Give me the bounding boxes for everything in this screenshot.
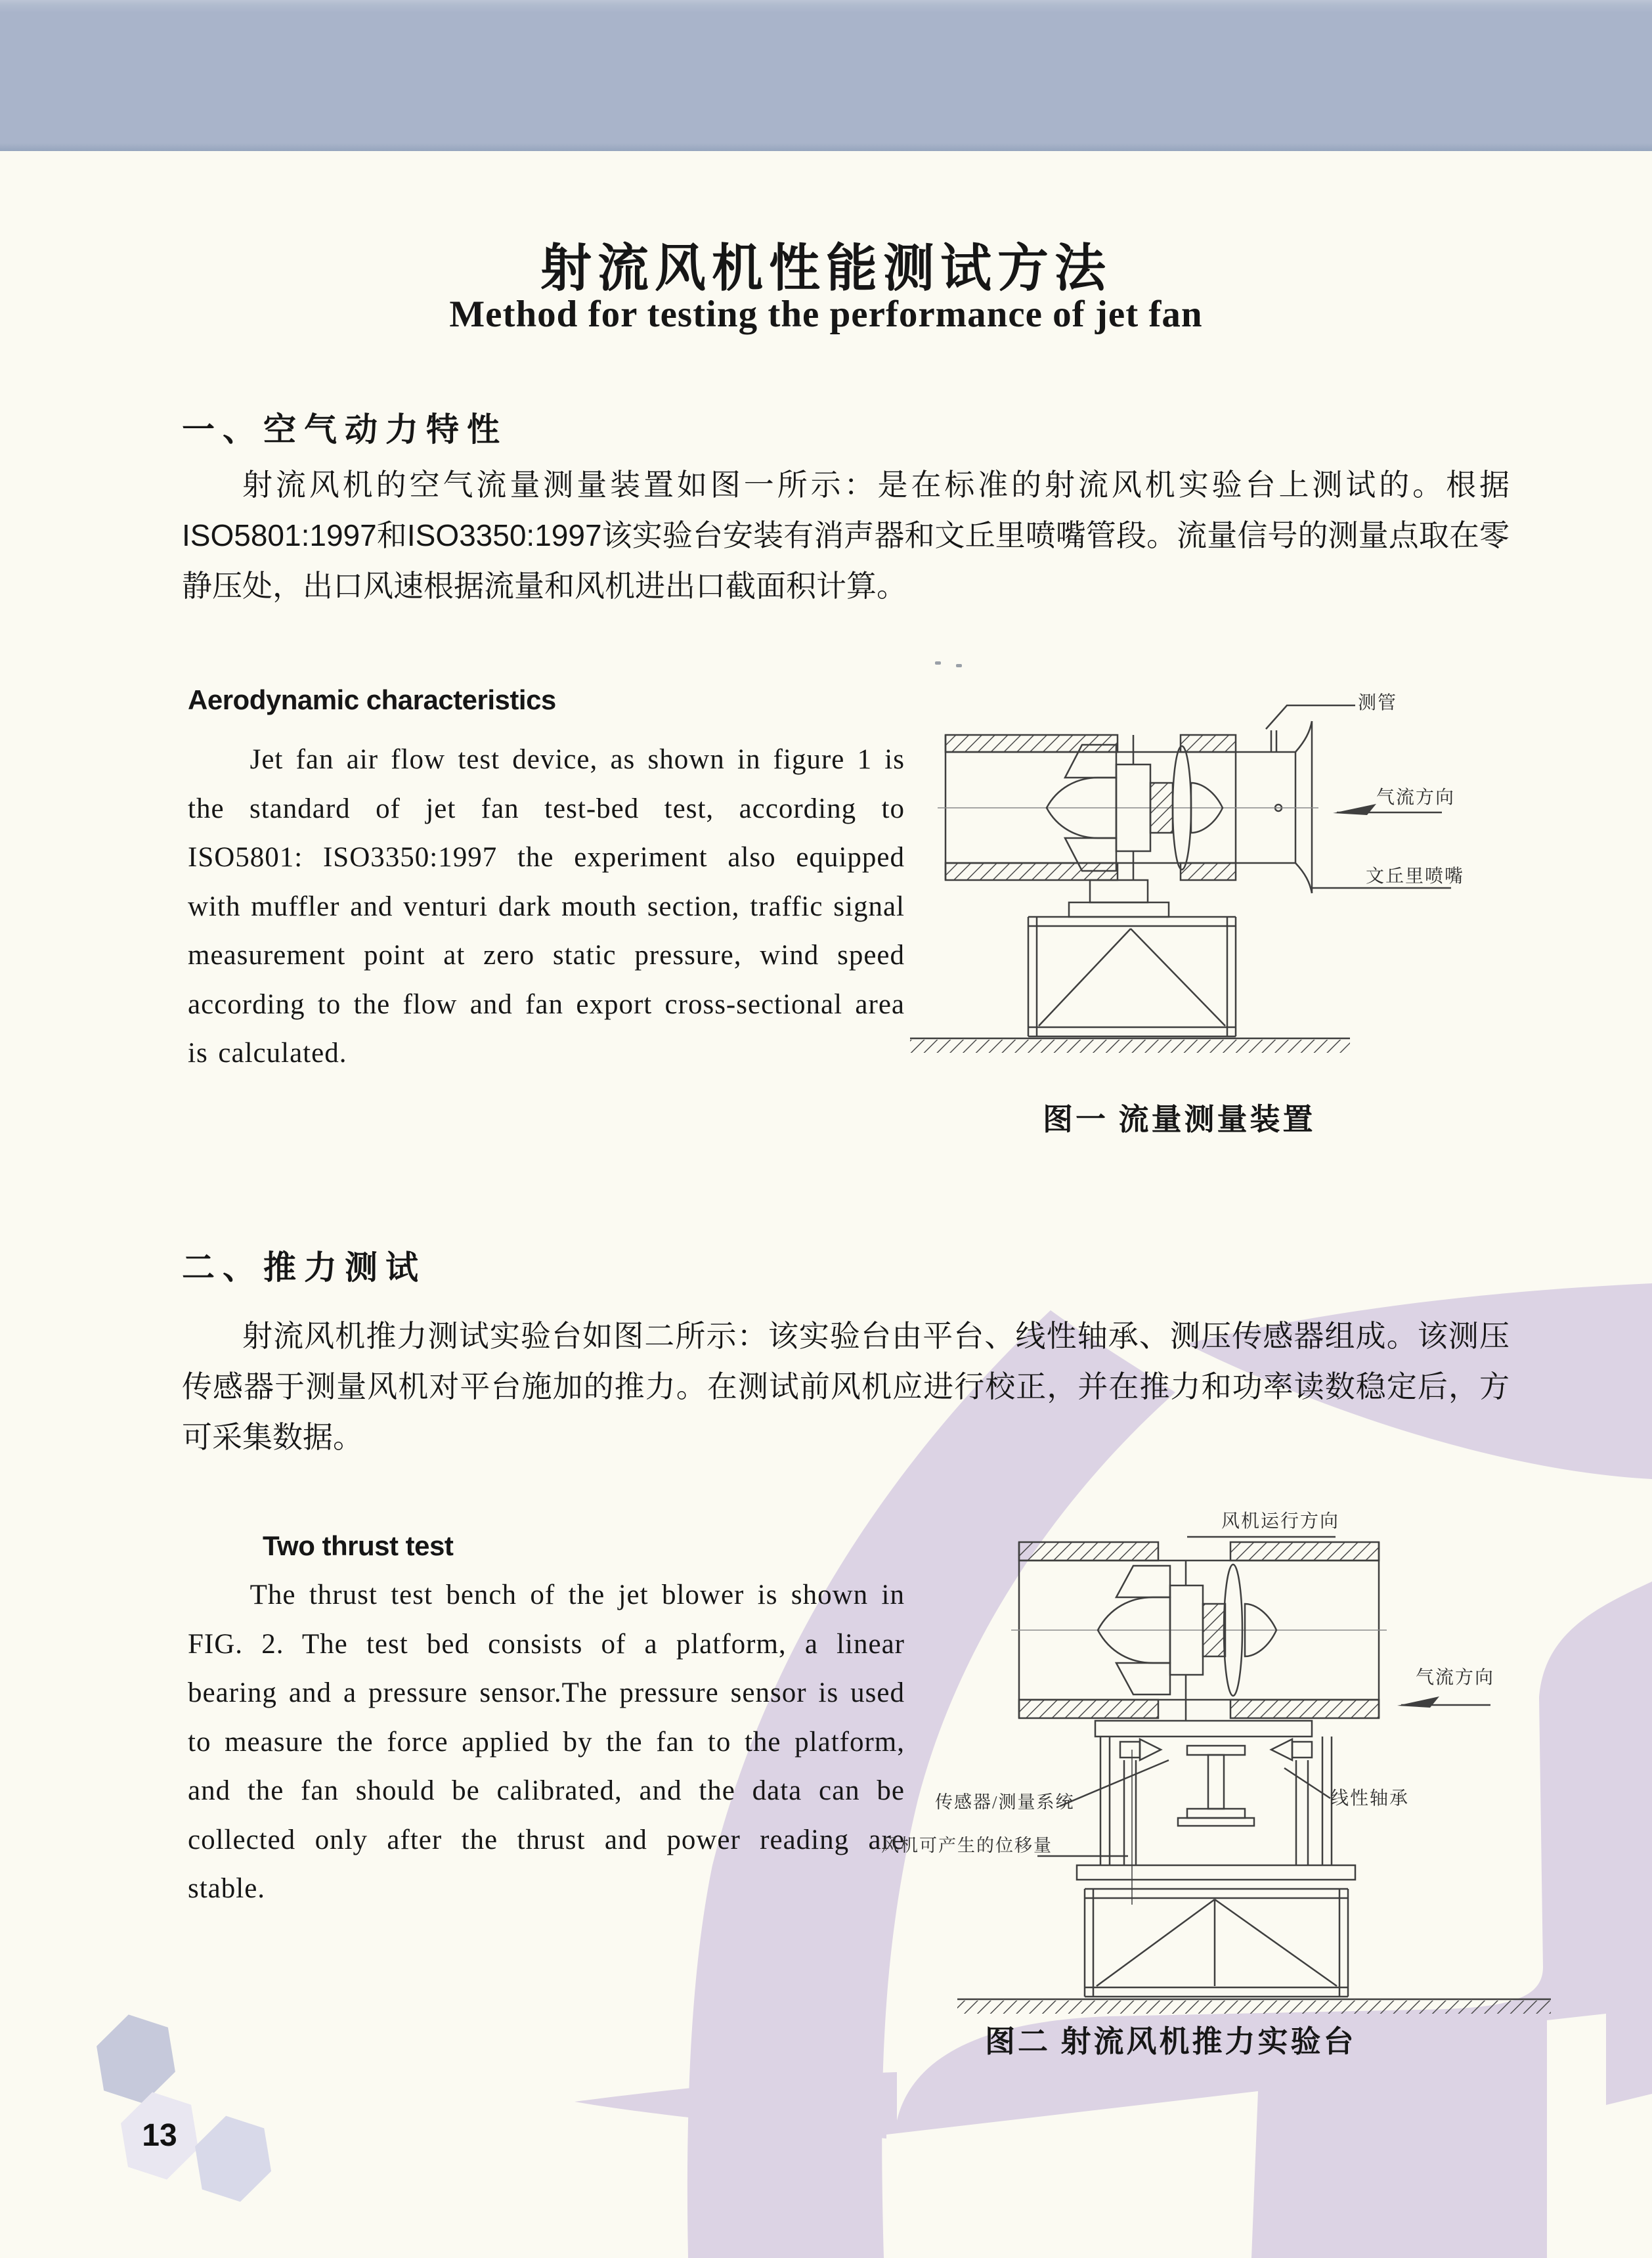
- figure-1-label-airflow: 气流方向: [1376, 787, 1456, 808]
- section-2-heading-en: Two thrust test: [263, 1530, 454, 1561]
- page-number: 13: [142, 2118, 177, 2153]
- figure-2-label-bearing: 线性轴承: [1330, 1788, 1410, 1809]
- section-1-heading-en: Aerodynamic characteristics: [188, 684, 556, 715]
- linear-bearing-right: [1271, 1739, 1312, 1865]
- fan-coupling: [1150, 783, 1173, 833]
- figure-1-label-venturi: 文丘里喷嘴: [1366, 866, 1465, 887]
- linear-bearing-left: [1120, 1739, 1161, 1865]
- figure-2-label-sensor: 传感器/测量系统: [935, 1792, 1075, 1812]
- figure-1-caption: 图一 流量测量装置: [1043, 1103, 1316, 1136]
- support-truss-2: [1085, 1889, 1348, 1997]
- section-1-body-zh: 射流风机的空气流量测量装置如图一所示：是在标准的射流风机实验台上测试的。根据ISO5801:1997和ISO3350:1997该实验台安装有消声器和文丘里喷嘴管段。流量信号的测量点取在零静压处，出口风速根据流量和风机进出口截面积计算。: [182, 468, 1510, 603]
- section-2-heading-zh: 二、推力测试: [182, 1249, 426, 1286]
- figure-2-label-run-direction: 风机运行方向: [1221, 1511, 1340, 1532]
- support-truss-1: [1028, 917, 1236, 1036]
- leader-sensor: [1060, 1760, 1169, 1806]
- section-2-body-zh: 射流风机推力测试实验台如图二所示：该实验台由平台、线性轴承、测压传感器组成。该测压传感器于测量风机对平台施加的推力。在测试前风机应进行校正，并在推力和功率读数稳定后，方可采集数据。: [182, 1319, 1510, 1454]
- section-1-body-en: Jet fan air flow test device, as shown in figure 1 is the standard of jet fan test-bed test, according to ISO5801: ISO3350:1997 the experiment also equipped with muffler and venturi dark mouth section, traffic signal measurement point at zero static pressure, wind speed according to the flow and fan export cross-sectional area is calculated.: [188, 744, 905, 1069]
- sensor-ibeam: [1178, 1746, 1254, 1826]
- section-2-body-en: The thrust test bench of the jet blower is shown in FIG. 2. The test bed consists of a platform, a linear bearing and a pressure sensor.The pressure sensor is used to measure the force applied by the fan to the platform, and the fan should be calibrated, and the data can be collected only after the thrust and power reading are stable.: [188, 1580, 905, 1904]
- figure-2-label-airflow: 气流方向: [1416, 1668, 1495, 1688]
- page-title-en: Method for testing the performance of jet fan: [449, 294, 1203, 335]
- scan-speck: [935, 661, 941, 665]
- figure-2-label-displacement: 风机可产生的位移量: [881, 1836, 1053, 1855]
- figure-2-caption: 图二 射流风机推力实验台: [985, 2025, 1357, 2058]
- airflow-arrow-head-1: [1333, 804, 1376, 815]
- figure-2-drawing: [957, 1537, 1551, 2014]
- page-title-zh: 射流风机性能测试方法: [540, 239, 1112, 297]
- scan-speck: [956, 664, 962, 667]
- airflow-arrow-head-2: [1397, 1696, 1439, 1708]
- swoosh-cutout-slash: [1547, 2014, 1606, 2258]
- section-1-heading-zh: 一、空气动力特性: [182, 411, 508, 448]
- swoosh-cutout-corner: [1606, 2094, 1652, 2258]
- figure-1-label-measuring-tube: 测管: [1358, 693, 1398, 713]
